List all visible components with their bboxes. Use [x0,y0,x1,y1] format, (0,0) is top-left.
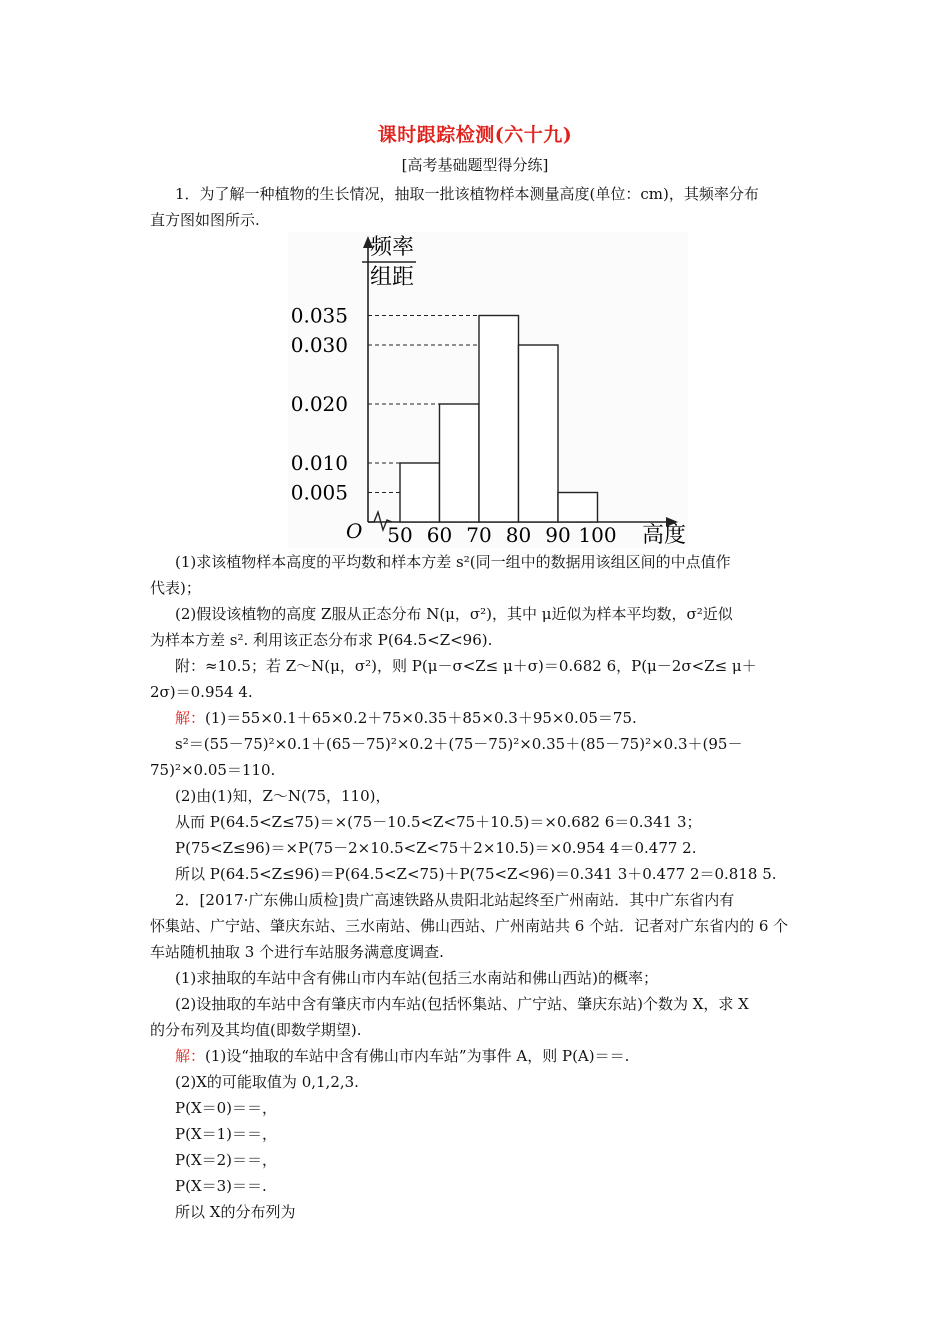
x-tick-label: 90 [545,523,571,547]
solution-1-line: 所以 P(64.5<Z≤96)＝P(64.5<Z<75)＋P(75<Z<96)＝0.341 3＋0.477 2＝0.818 5. [175,865,777,883]
problem-1-text: 1．为了解一种植物的生长情况，抽取一批该植物样本测量高度(单位：cm)，其频率分布 [175,185,759,203]
solution-1-line: s²＝(55－75)²×0.1＋(65－75)²×0.2＋(75－75)²×0.35＋(85－75)²×0.3＋(95－ [175,735,743,753]
y-label-numerator: 频率 [369,235,415,260]
solution-2-line: P(X＝2)＝＝， [175,1151,278,1169]
problem-2-text: (2)设抽取的车站中含有肇庆市内车站(包括怀集站、广宁站、肇庆东站)个数为 X，求 X [175,995,749,1013]
solution-2-line: 所以 X的分布列为 [175,1203,296,1221]
problem-2-text: 车站随机抽取 3 个进行车站服务满意度调查. [150,943,444,961]
solution-label: 解： [175,709,206,727]
histogram-bar [519,345,559,522]
y-tick-label: 0.005 [290,480,348,505]
y-label-denominator: 组距 [369,265,415,290]
solution-1-line [175,708,637,728]
problem-2-text: 2．[2017·广东佛山质检]贵广高速铁路从贵阳北站起终至广州南站．其中广东省内有 [175,891,735,909]
problem-2-text: (1)求抽取的车站中含有佛山市内车站(包括三水南站和佛山西站)的概率； [175,969,658,987]
section-subtitle: [高考基础题型得分练] [401,156,549,174]
question-2-text: (2)假设该植物的高度 Z服从正态分布 N(μ，σ²)，其中 μ近似为样本平均数，σ²近似 [175,605,733,623]
y-tick-label: 0.010 [290,451,348,475]
solution-1-line: P(75<Z≤96)＝×P(75－2×10.5<Z<75＋2×10.5)＝×0.954 4＝0.477 2. [175,839,697,857]
solution-1-line: 从而 P(64.5<Z≤75)＝×(75－10.5<Z<75＋10.5)＝×0.682 6＝0.341 3； [175,813,702,831]
solution-2-line: P(X＝1)＝＝， [175,1125,278,1143]
solution-2-line: P(X＝3)＝＝. [175,1177,267,1195]
x-axis-label: 高度 [641,523,687,548]
problem-2-text: 的分布列及其均值(即数学期望). [150,1021,362,1039]
problem-1-text: 直方图如图所示. [150,211,260,229]
histogram-bar [558,493,598,523]
y-tick-label: 0.035 [290,303,348,328]
solution-2-text: (1)设“抽取的车站中含有佛山市内车站”为事件 A，则 P(A)＝＝. [205,1047,630,1065]
solution-label: 解： [175,1047,206,1065]
origin-label: O [346,519,363,543]
question-2-text: 为样本方差 s². 利用该正态分布求 P(64.5<Z<96). [150,631,493,649]
histogram-bar [440,404,480,522]
solution-2-line: P(X＝0)＝＝， [175,1099,278,1117]
x-tick-label: 60 [426,523,453,547]
problem-2-text: 怀集站、广宁站、肇庆东站、三水南站、佛山西站、广州南站共 6 个站．记者对广东省内的 6 个 [150,917,789,935]
x-tick-label: 100 [578,523,617,547]
solution-2-line [175,1046,629,1066]
solution-1-line: 75)²×0.05＝110. [150,761,276,779]
appendix-note: 附：≈10.5；若 Z～N(μ，σ²)，则 P(μ－σ<Z≤ μ＋σ)＝0.682 6，P(μ－2σ<Z≤ μ＋ [175,657,757,675]
y-tick-label: 0.020 [290,392,348,416]
page-title: 课时跟踪检测(六十九) [377,124,573,146]
x-tick-label: 50 [387,523,413,547]
histogram-bar [479,316,519,523]
solution-1-line: (2)由(1)知，Z～N(75，110)， [175,787,391,805]
x-tick-label: 80 [505,523,532,547]
y-tick-label: 0.030 [290,333,348,357]
solution-1-text: (1)＝55×0.1＋65×0.2＋75×0.35＋85×0.3＋95×0.05＝75. [205,709,637,727]
solution-2-line: (2)X的可能取值为 0,1,2,3. [175,1073,359,1091]
x-tick-label: 70 [466,523,492,547]
question-1-text: 代表)； [150,579,201,597]
appendix-note: 2σ)＝0.954 4. [150,683,253,701]
frequency-histogram [288,232,688,548]
histogram-bar [400,463,440,522]
question-1-text: (1)求该植物样本高度的平均数和样本方差 s²(同一组中的数据用该组区间的中点值作 [175,553,731,571]
